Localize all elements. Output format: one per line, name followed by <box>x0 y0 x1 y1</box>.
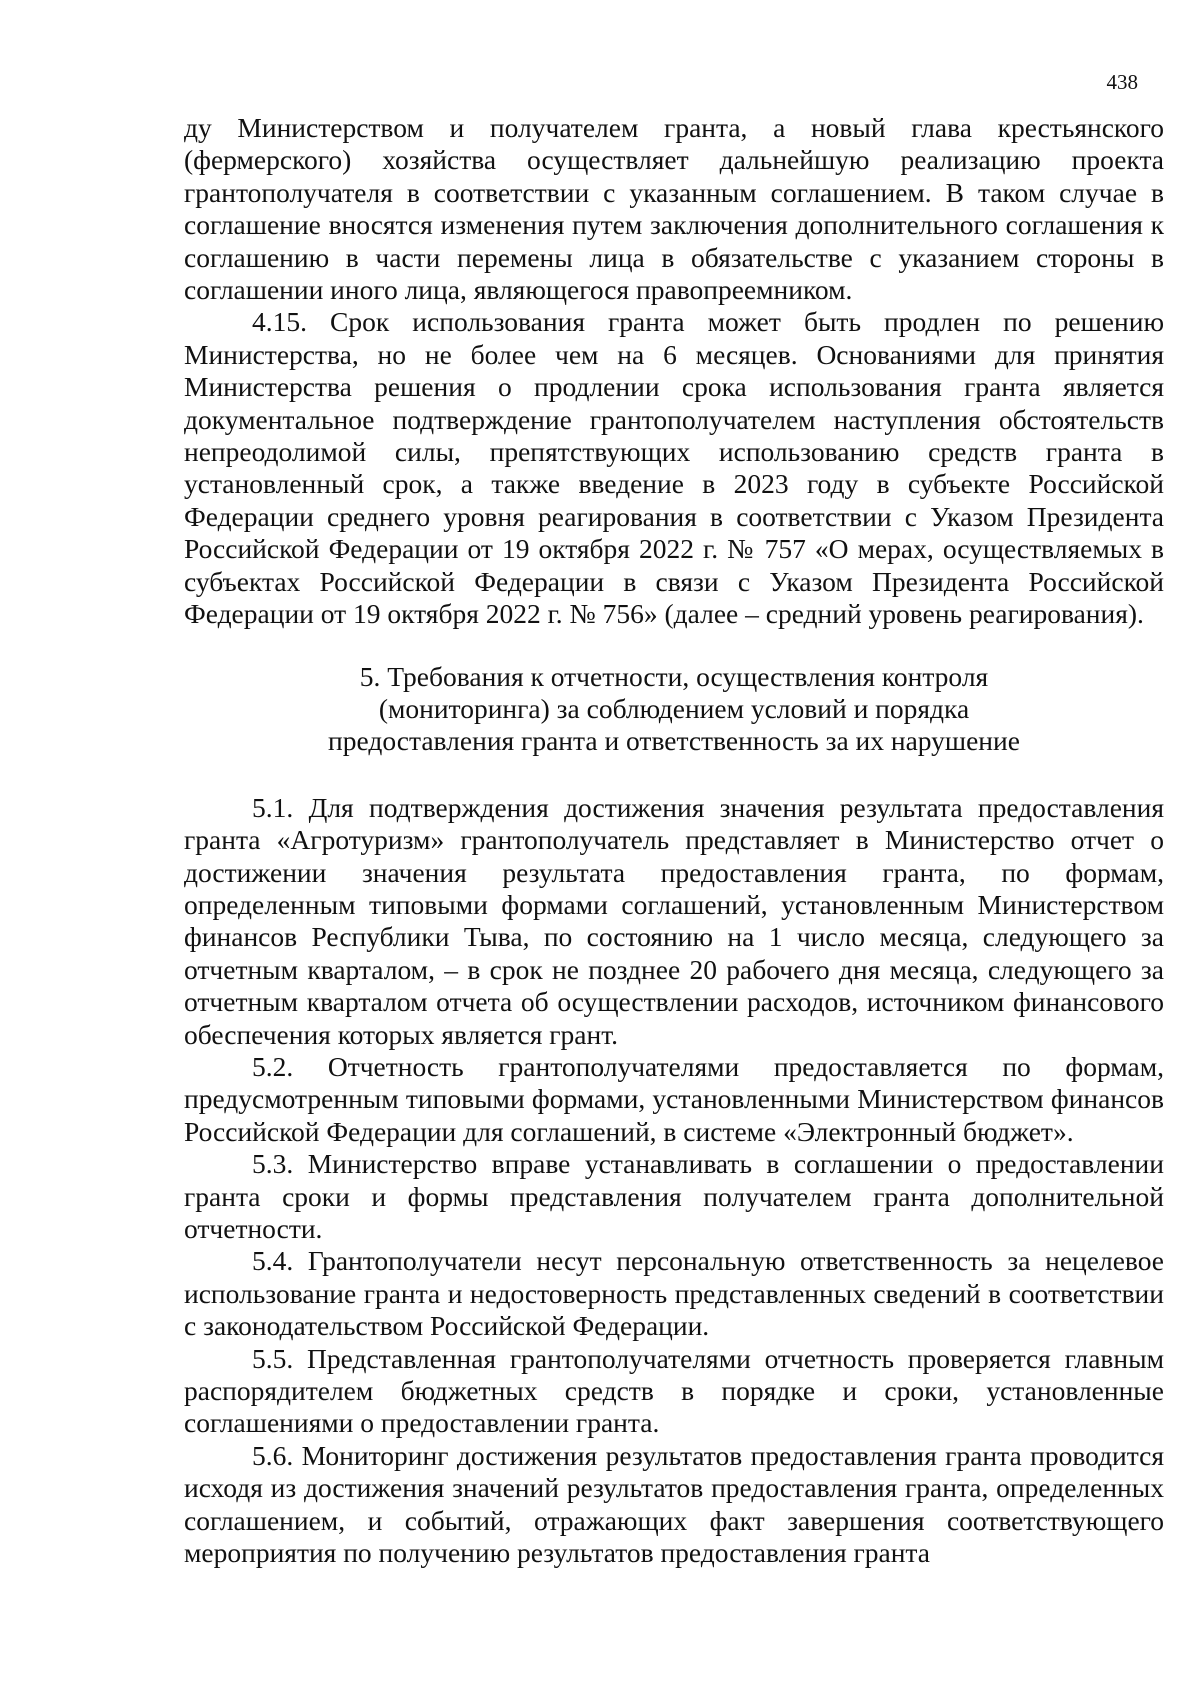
paragraph-5-3: 5.3. Министерство вправе устанавливать в соглашении о предоставлении гранта сроки и формы представления получателем гранта дополнительной отчетности. <box>184 1148 1164 1244</box>
paragraph-continuation: ду Министерством и получателем гранта, а новый глава крестьянского (фермерского) хозяйства осуществляет дальнейшую реализацию проекта грантополучателя в соответствии с указанным соглашением. В таком случае в соглашение вносятся изменения путем заключения дополнительного соглашения к соглашению в части перемены лица в обязательстве с указанием стороны в соглашении иного лица, являющегося правопреемником. <box>184 112 1164 306</box>
section-heading <box>184 661 1164 758</box>
page-number: 438 <box>1106 70 1138 94</box>
paragraph-5-1: 5.1. Для подтверждения достижения значения результата предоставления гранта «Агротуризм» грантополучатель представляет в Министерство отчет о достижении значения результата предоставления гранта, по формам, определенным типовыми формами соглашений, установленным Министерством финансов Республики Тыва, по состоянию на 1 число месяца, следующего за отчетным кварталом, – в срок не позднее 20 рабочего дня месяца, следующего за отчетным кварталом отчета об осуществлении расходов, источником финансового обеспечения которых является грант. <box>184 791 1164 1050</box>
paragraph-5-5: 5.5. Представленная грантополучателями отчетность проверяется главным распорядителем бюджетных средств в порядке и сроки, установленные соглашениями о предоставлении гранта. <box>184 1342 1164 1439</box>
section-heading-line-1: 5. Требования к отчетности, осуществления контроля <box>359 660 989 692</box>
document-body <box>184 112 1164 1569</box>
paragraph-4-15: 4.15. Срок использования гранта может быть продлен по решению Министерства, но не более чем на 6 месяцев. Основаниями для принятия Министерства решения о продлении срока использования гранта является документальное подтверждение грантополучателем наступления обстоятельств непреодолимой силы, препятствующих использованию средств гранта в установленный срок, а также введение в 2023 году в субъекте Российской Федерации среднего уровня реагирования в соответствии с Указом Президента Российской Федерации от 19 октября 2022 г. № 757 «О мерах, осуществляемых в субъектах Российской Федерации в связи с Указом Президента Российской Федерации от 19 октября 2022 г. № 756» (далее – средний уровень реагирования). <box>184 306 1164 630</box>
paragraph-5-4: 5.4. Грантополучатели несут персональную ответственность за нецелевое использование гранта и недостоверность представленных сведений в соответствии с законодательством Российской Федерации. <box>184 1245 1164 1342</box>
section-heading-line-3: предоставления гранта и ответственность за их нарушение <box>328 725 1020 757</box>
paragraph-5-6: 5.6. Мониторинг достижения результатов предоставления гранта проводится исходя из достижения значений результатов предоставления гранта, определенных соглашением, и событий, отражающих факт завершения соответствующего мероприятия по получению результатов предоставления гранта <box>184 1439 1164 1569</box>
section-heading-line-2: (мониторинга) за соблюдением условий и порядка <box>378 692 970 724</box>
paragraph-5-2: 5.2. Отчетность грантополучателями предоставляется по формам, предусмотренным типовыми формами, установленными Министерством финансов Российской Федерации для соглашений, в системе «Электронный бюджет». <box>184 1050 1164 1147</box>
